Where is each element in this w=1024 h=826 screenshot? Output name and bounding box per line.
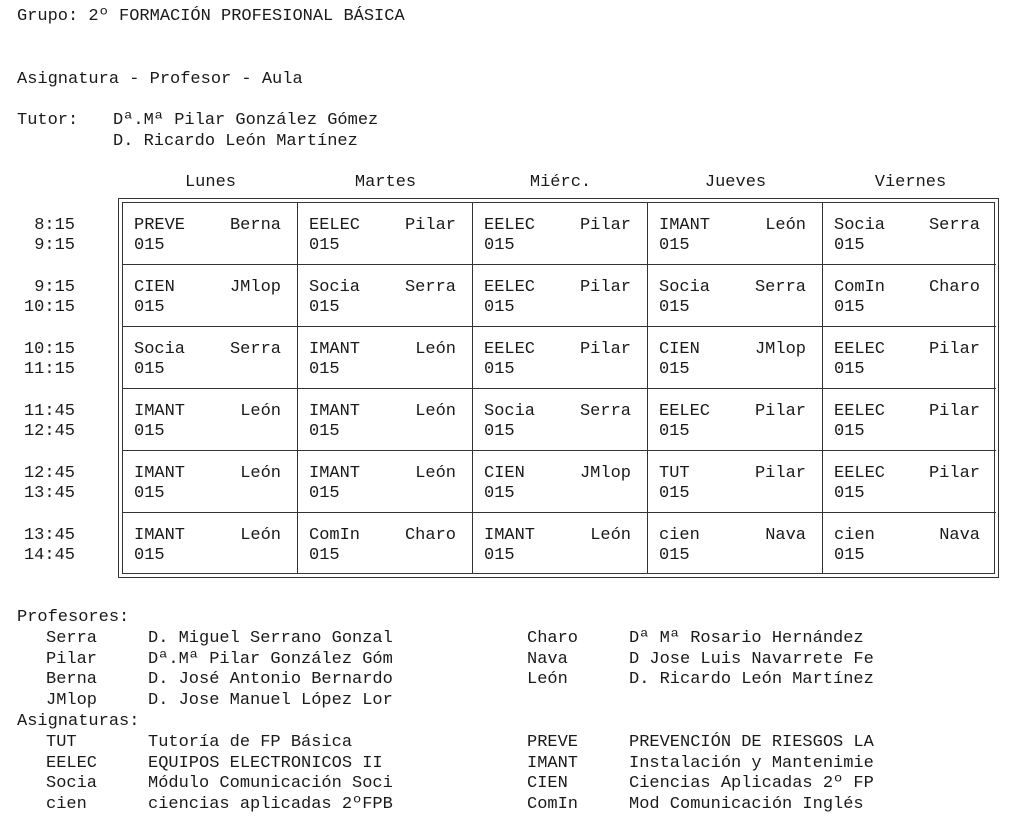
teacher-name: Dª.Mª Pilar González Góm [148,649,393,669]
subject-code: EELEC [659,402,711,421]
timetable-cell [298,513,473,573]
timetable-cell [648,451,823,513]
subject-code: IMANT [134,526,186,545]
teacher-code: Serra [928,216,980,235]
teacher-code: León [527,670,568,690]
teacher-code: Pilar [928,340,980,359]
timetable-grid [118,198,999,578]
room-number: 015 [309,484,340,503]
slot-end-time: 14:45 [23,546,75,565]
teacher-code: Charo [928,278,980,297]
room-number: 015 [484,298,515,317]
subject-code: IMANT [309,402,361,421]
subject-code: EELEC [484,278,536,297]
timetable-cell [123,389,298,451]
room-number: 015 [659,422,690,441]
slot-end-time: 10:15 [23,298,75,317]
timetable-cell [298,203,473,265]
subject-code: Socia [46,774,98,794]
timetable-cell [123,327,298,389]
tutor-label: Tutor: [17,111,79,130]
slot-start-time: 9:15 [34,278,75,297]
timetable-cell [648,389,823,451]
subject-code: CIEN [659,340,700,359]
subject-code: ComIn [527,795,579,815]
room-number: 015 [484,422,515,441]
room-number: 015 [134,422,165,441]
room-number: 015 [659,546,690,565]
teacher-name: D. Miguel Serrano Gonzal [148,628,393,648]
subject-code: EELEC [484,216,536,235]
slot-end-time: 11:15 [23,360,75,379]
subject-name: Tutoría de FP Básica [148,732,353,752]
timetable-cell [648,203,823,265]
day-header: Jueves [704,173,767,192]
subject-code: cien [46,795,87,815]
timetable-cell [648,265,823,327]
slot-end-time: 12:45 [23,422,75,441]
room-number: 015 [834,236,865,255]
room-number: 015 [134,360,165,379]
subject-code: EELEC [834,464,886,483]
timetable-cell [473,389,648,451]
slot-start-time: 8:15 [34,216,75,235]
day-header: Martes [354,173,417,192]
subject-code: CIEN [527,774,568,794]
room-number: 015 [659,236,690,255]
subject-code: Socia [309,278,361,297]
room-number: 015 [659,298,690,317]
teacher-name: Dª Mª Rosario Hernández [629,628,864,648]
room-number: 015 [834,422,865,441]
subject-code: IMANT [134,402,186,421]
timetable-cell [823,265,996,327]
room-number: 015 [834,546,865,565]
teacher-code: Charo [404,526,456,545]
teacher-code: Pilar [579,278,631,297]
subject-code: EELEC [46,753,98,773]
teacher-code: JMlop [754,340,806,359]
subject-code: CIEN [134,278,175,297]
teacher-code: León [415,464,456,483]
teacher-code: Serra [46,628,98,648]
teacher-code: León [590,526,631,545]
teacher-code: Berna [46,670,98,690]
timetable-cell [823,327,996,389]
subject-code: IMANT [309,464,361,483]
slot-start-time: 13:45 [23,526,75,545]
teacher-code: Pilar [579,216,631,235]
teacher-code: Pilar [928,402,980,421]
teacher-code: Nava [939,526,980,545]
subject-name: ciencias aplicadas 2ºFPB [148,795,393,815]
subject-code: EELEC [834,340,886,359]
room-number: 015 [134,484,165,503]
teacher-name: D Jose Luis Navarrete Fe [629,649,874,669]
room-number: 015 [484,484,515,503]
subject-code: IMANT [134,464,186,483]
subject-code: IMANT [659,216,711,235]
teacher-code: León [240,464,281,483]
teacher-name: D. José Antonio Bernardo [148,670,393,690]
teacher-code: Serra [579,402,631,421]
subject-code: Socia [484,402,536,421]
room-number: 015 [134,298,165,317]
room-number: 015 [309,360,340,379]
subject-code: TUT [46,732,77,752]
teacher-code: Charo [527,628,579,648]
room-number: 015 [309,422,340,441]
room-number: 015 [134,236,165,255]
subject-code: ComIn [309,526,361,545]
room-number: 015 [834,484,865,503]
room-number: 015 [484,546,515,565]
day-header: Miérc. [529,173,592,192]
teacher-code: JMlop [229,278,281,297]
teacher-code: Serra [404,278,456,297]
timetable-cell [473,203,648,265]
group-title: Grupo: 2º FORMACIÓN PROFESIONAL BÁSICA [17,7,405,26]
teacher-code: Nava [765,526,806,545]
timetable-cell [298,327,473,389]
profesores-title: Profesores: [17,608,130,627]
teacher-code: Serra [754,278,806,297]
teacher-code: Pilar [404,216,456,235]
slot-start-time: 12:45 [23,464,75,483]
room-number: 015 [834,360,865,379]
room-number: 015 [659,360,690,379]
teacher-code: León [415,402,456,421]
timetable-cell [123,451,298,513]
day-header: Viernes [874,173,947,192]
subject-name: Módulo Comunicación Soci [148,774,393,794]
room-number: 015 [309,298,340,317]
subject-name: Instalación y Mantenimie [629,753,874,773]
day-header: Lunes [184,173,236,192]
tutor-name: D. Ricardo León Martínez [113,132,358,151]
timetable-cell [473,513,648,573]
subject-code: TUT [659,464,690,483]
room-number: 015 [834,298,865,317]
slot-end-time: 9:15 [34,236,75,255]
slot-start-time: 11:45 [23,402,75,421]
subject-name: PREVENCIÓN DE RIESGOS LA [629,732,874,752]
subject-name: EQUIPOS ELECTRONICOS II [148,753,383,773]
timetable-cell [473,451,648,513]
teacher-code: Pilar [928,464,980,483]
subject-code: EELEC [309,216,361,235]
teacher-code: Pilar [754,464,806,483]
timetable-cell [123,203,298,265]
timetable-cell [298,265,473,327]
timetable-cell [648,513,823,573]
timetable-cell [298,451,473,513]
subject-code: Socia [834,216,886,235]
asignaturas-title: Asignaturas: [17,712,140,731]
teacher-name: D. Jose Manuel López Lor [148,691,393,711]
subject-code: IMANT [484,526,536,545]
room-number: 015 [484,236,515,255]
teacher-name: D. Ricardo León Martínez [629,670,874,690]
timetable-cell [823,203,996,265]
teacher-code: Serra [229,340,281,359]
slot-end-time: 13:45 [23,484,75,503]
subject-code: cien [659,526,700,545]
timetable-cell [123,513,298,573]
slot-start-time: 10:15 [23,340,75,359]
room-number: 015 [484,360,515,379]
teacher-code: JMlop [579,464,631,483]
teacher-code: Pilar [754,402,806,421]
timetable-cell [123,265,298,327]
teacher-code: León [765,216,806,235]
room-number: 015 [309,546,340,565]
teacher-code: Nava [527,649,568,669]
room-number: 015 [659,484,690,503]
subject-code: ComIn [834,278,886,297]
teacher-code: Pilar [46,649,98,669]
teacher-code: León [415,340,456,359]
teacher-code: León [240,402,281,421]
subject-code: EELEC [484,340,536,359]
tutor-name: Dª.Mª Pilar González Gómez [113,111,379,130]
teacher-code: León [240,526,281,545]
timetable-cell [473,265,648,327]
timetable-cell [823,451,996,513]
subject-code: cien [834,526,875,545]
subject-code: IMANT [527,753,579,773]
room-number: 015 [134,546,165,565]
subject-name: Ciencias Aplicadas 2º FP [629,774,874,794]
teacher-code: Pilar [579,340,631,359]
subject-code: Socia [134,340,186,359]
timetable-cell [473,327,648,389]
timetable-cell [823,389,996,451]
column-legend-header: Asignatura - Profesor - Aula [17,70,303,89]
timetable-cell [298,389,473,451]
room-number: 015 [309,236,340,255]
subject-code: PREVE [527,732,579,752]
teacher-code: Berna [229,216,281,235]
teacher-code: JMlop [46,691,98,711]
subject-code: CIEN [484,464,525,483]
timetable-cell [823,513,996,573]
timetable-cell [648,327,823,389]
subject-code: EELEC [834,402,886,421]
subject-name: Mod Comunicación Inglés [629,795,864,815]
timetable-grid-inner [122,202,995,574]
subject-code: Socia [659,278,711,297]
subject-code: IMANT [309,340,361,359]
subject-code: PREVE [134,216,186,235]
